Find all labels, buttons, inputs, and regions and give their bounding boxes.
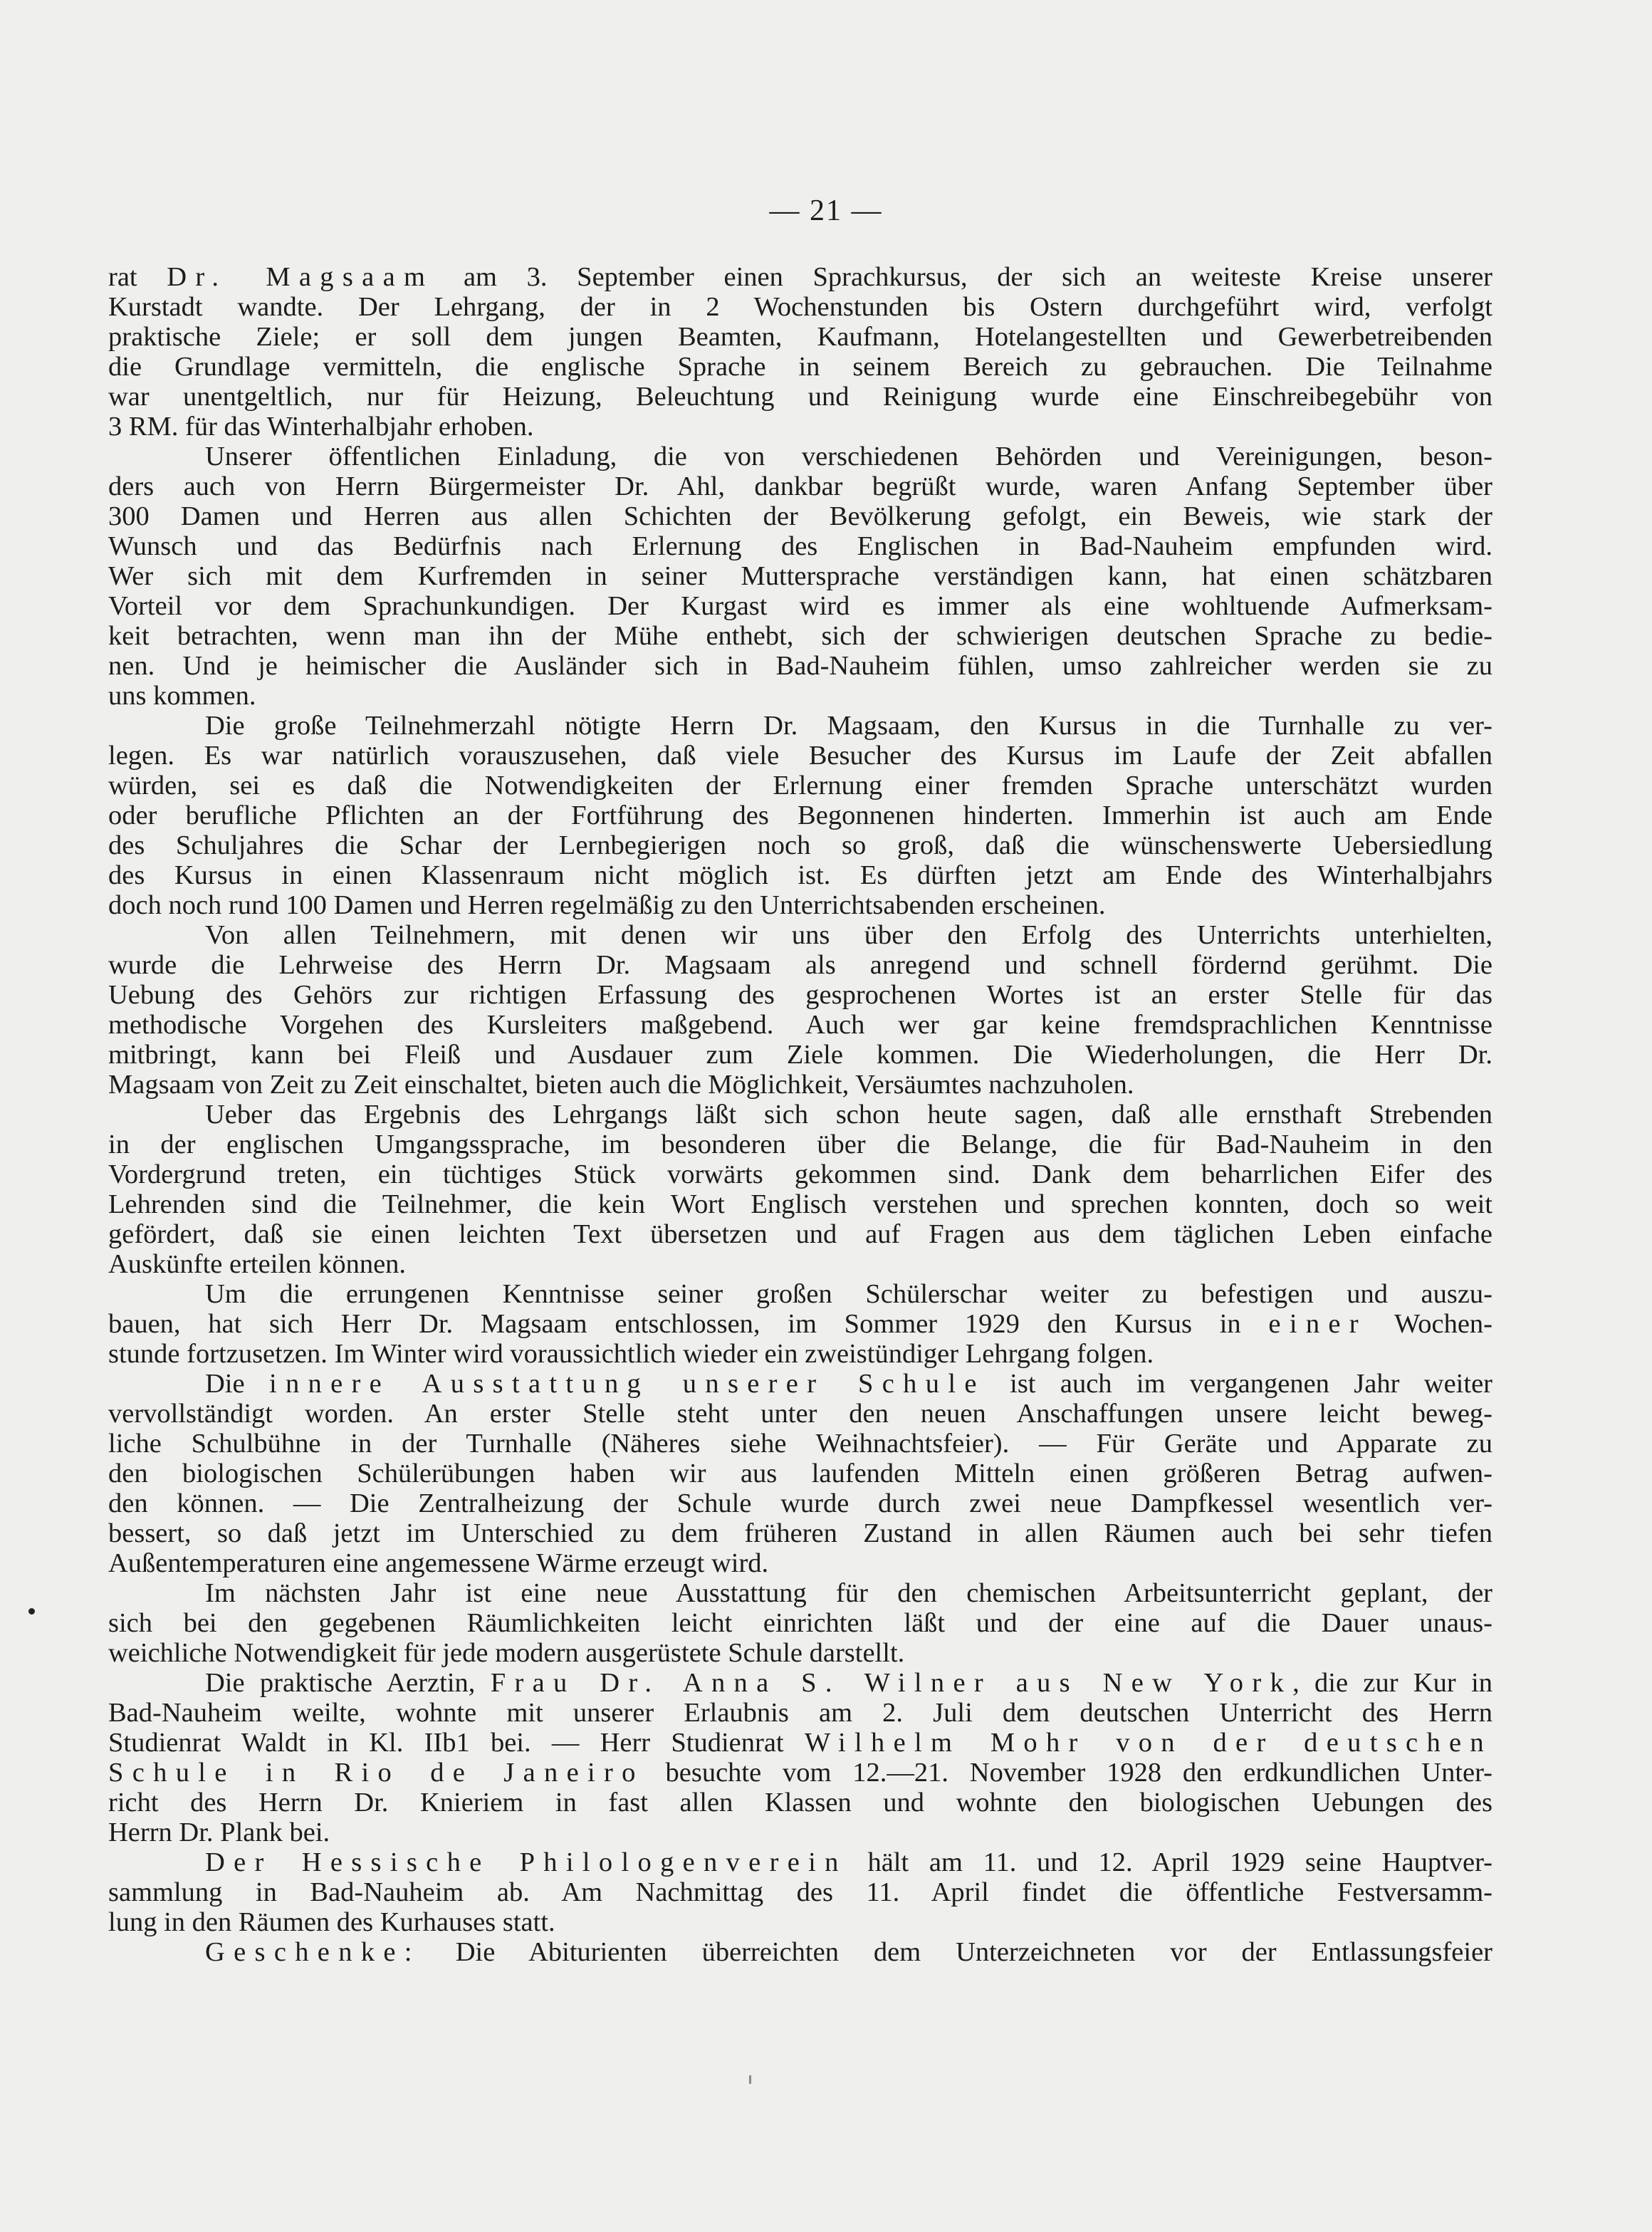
text-line bbox=[108, 1847, 1492, 1877]
text-run: Von allen Teilnehmern, mit denen wir uns über den Erfolg des Unterrichts unterhielten, bbox=[205, 920, 1492, 950]
text-run: 300 Damen und Herren aus allen Schichten der Bevölkerung gefolgt, ein Beweis, wie stark der bbox=[108, 501, 1492, 531]
text-line bbox=[108, 1758, 1492, 1788]
text-run: die Grundlage vermitteln, die englische Sprache in seinem Bereich zu gebrauchen. Die Teilnahme bbox=[108, 352, 1492, 382]
text-run: sammlung in Bad-Nauheim ab. Am Nachmittag des 11. April findet die öffentliche Festversamm- bbox=[108, 1877, 1492, 1907]
text-run: Wunsch und das Bedürfnis nach Erlernung des Englischen in Bad-Nauheim empfunden wird. bbox=[108, 531, 1492, 561]
spaced-emphasis: innere Ausstattung unserer Schule bbox=[268, 1369, 986, 1399]
text-line bbox=[108, 501, 1492, 531]
text-line bbox=[108, 1488, 1492, 1518]
text-line bbox=[108, 681, 1492, 711]
text-run: lung in den Räumen des Kurhauses statt. bbox=[108, 1907, 555, 1937]
spaced-emphasis: Schule in Rio de Janeiro bbox=[108, 1758, 644, 1788]
text-line bbox=[108, 1429, 1492, 1459]
text-line bbox=[108, 1698, 1492, 1728]
text-line bbox=[108, 1608, 1492, 1638]
text-line bbox=[108, 1279, 1492, 1309]
text-run: in der englischen Umgangssprache, im besonderen über die Belange, die für Bad-Nauheim in den bbox=[108, 1130, 1492, 1159]
text-line bbox=[108, 1189, 1492, 1219]
text-run: weichliche Notwendigkeit für jede modern ausgerüstete Schule darstellt. bbox=[108, 1638, 905, 1668]
text-run: doch noch rund 100 Damen und Herren regelmäßig zu den Unterrichtsabenden erscheinen. bbox=[108, 890, 1106, 920]
text-run: Die bbox=[205, 1369, 269, 1399]
text-run: würden, sei es daß die Notwendigkeiten der Erlernung einer fremden Sprache unterschätzt wurden bbox=[108, 771, 1492, 801]
text-run: des Kursus in einen Klassenraum nicht möglich ist. Es dürften jetzt am Ende des Winterhalbjahrs bbox=[108, 860, 1492, 890]
text-run: vervollständigt worden. An erster Stelle steht unter den neuen Anschaffungen unsere leicht beweg- bbox=[108, 1399, 1492, 1429]
text-line bbox=[108, 651, 1492, 681]
text-run: methodische Vorgehen des Kursleiters maßgebend. Auch wer gar keine fremdsprachlichen Kenntnisse bbox=[108, 1010, 1492, 1040]
text-line bbox=[108, 890, 1492, 920]
text-line bbox=[108, 1159, 1492, 1189]
text-run: war unentgeltlich, nur für Heizung, Beleuchtung und Reinigung wurde eine Einschreibegebühr von bbox=[108, 382, 1492, 412]
text-run: legen. Es war natürlich vorauszusehen, daß viele Besucher des Kursus im Laufe der Zeit abfallen bbox=[108, 741, 1492, 771]
text-run: mitbringt, kann bei Fleiß und Ausdauer zum Ziele kommen. Die Wiederholungen, die Herr Dr. bbox=[108, 1040, 1492, 1070]
text-line bbox=[108, 561, 1492, 591]
text-run: ders auch von Herrn Bürgermeister Dr. Ahl, dankbar begrüßt wurde, waren Anfang September über bbox=[108, 471, 1492, 501]
text-line bbox=[108, 412, 1492, 442]
text-run: Die Abiturienten überreichten dem Unterzeichneten vor der Entlassungsfeier bbox=[420, 1937, 1492, 1967]
text-line bbox=[108, 531, 1492, 561]
text-run: keit betrachten, wenn man ihn der Mühe enthebt, sich der schwierigen deutschen Sprache zu bedie- bbox=[108, 621, 1492, 651]
text-line bbox=[108, 322, 1492, 352]
body-text bbox=[108, 262, 1492, 1967]
spaced-emphasis: Wilhelm Mohr von der deutschen bbox=[804, 1728, 1492, 1758]
text-run: bauen, hat sich Herr Dr. Magsaam entschlossen, im Sommer 1929 den Kursus in bbox=[108, 1309, 1269, 1339]
text-run: 3 RM. für das Winterhalbjahr erhoben. bbox=[108, 412, 534, 442]
text-run: Wer sich mit dem Kurfremden in seiner Muttersprache verständigen kann, hat einen schätzbaren bbox=[108, 561, 1492, 591]
text-line bbox=[108, 262, 1492, 292]
text-line bbox=[108, 352, 1492, 382]
text-line bbox=[108, 1578, 1492, 1608]
text-line bbox=[108, 1010, 1492, 1040]
text-run: hält am 11. und 12. April 1929 seine Hauptver- bbox=[847, 1847, 1492, 1877]
text-line bbox=[108, 711, 1492, 741]
text-run: Lehrenden sind die Teilnehmer, die kein Wort Englisch verstehen und sprechen konnten, doch so weit bbox=[108, 1189, 1492, 1219]
scan-speck bbox=[749, 2075, 751, 2084]
text-run: am 3. September einen Sprachkursus, der sich an weiteste Kreise unserer bbox=[434, 262, 1493, 292]
text-line bbox=[108, 1518, 1492, 1548]
text-run: sich bei den gegebenen Räumlichkeiten leicht einrichten läßt und der eine auf die Dauer unaus- bbox=[108, 1608, 1492, 1638]
text-run: bessert, so daß jetzt im Unterschied zu dem früheren Zustand in allen Räumen auch bei sehr tiefen bbox=[108, 1518, 1492, 1548]
text-run: Bad-Nauheim weilte, wohnte mit unserer Erlaubnis am 2. Juli dem deutschen Unterricht des Herrn bbox=[108, 1698, 1492, 1728]
text-run: Um die errungenen Kenntnisse seiner großen Schülerschar weiter zu befestigen und auszu- bbox=[205, 1279, 1492, 1309]
text-line bbox=[108, 1249, 1492, 1279]
text-run: rat bbox=[108, 262, 167, 292]
text-run: Wochen- bbox=[1366, 1309, 1492, 1339]
text-run: den können. — Die Zentralheizung der Schule wurde durch zwei neue Dampfkessel wesentlich ver- bbox=[108, 1488, 1492, 1518]
text-line bbox=[108, 442, 1492, 471]
text-line bbox=[108, 1040, 1492, 1070]
text-line bbox=[108, 860, 1492, 890]
text-run: den biologischen Schülerübungen haben wir aus laufenden Mitteln einen größeren Betrag aufwen- bbox=[108, 1459, 1492, 1488]
text-run: Vordergrund treten, ein tüchtiges Stück vorwärts gekommen sind. Dank dem beharrlichen Eifer des bbox=[108, 1159, 1492, 1189]
text-line bbox=[108, 771, 1492, 801]
spaced-emphasis: einer bbox=[1268, 1309, 1367, 1339]
text-line bbox=[108, 1339, 1492, 1369]
text-line bbox=[108, 801, 1492, 830]
text-line bbox=[108, 1459, 1492, 1488]
text-line bbox=[108, 1907, 1492, 1937]
page-number: — 21 — bbox=[769, 194, 883, 227]
text-line bbox=[108, 1100, 1492, 1130]
text-run: nen. Und je heimischer die Ausländer sich in Bad-Nauheim fühlen, umso zahlreicher werden sie zu bbox=[108, 651, 1492, 681]
text-run: Kurstadt wandte. Der Lehrgang, der in 2 Wochenstunden bis Ostern durchgeführt wird, verfolgt bbox=[108, 292, 1492, 322]
text-line bbox=[108, 1070, 1492, 1100]
text-line bbox=[108, 1548, 1492, 1578]
text-run: stunde fortzusetzen. Im Winter wird voraussichtlich wieder ein zweistündiger Lehrgang folgen. bbox=[108, 1339, 1154, 1369]
text-line bbox=[108, 741, 1492, 771]
text-run: Herrn Dr. Plank bei. bbox=[108, 1818, 330, 1847]
text-run: uns kommen. bbox=[108, 681, 256, 711]
spaced-emphasis: Frau Dr. Anna S. Wilner aus New York bbox=[490, 1668, 1293, 1698]
text-run: Unserer öffentlichen Einladung, die von verschiedenen Behörden und Vereinigungen, beson- bbox=[205, 442, 1492, 471]
text-line bbox=[108, 1399, 1492, 1429]
text-run: oder berufliche Pflichten an der Fortführung des Begonnenen hinderten. Immerhin ist auch am Ende bbox=[108, 801, 1492, 830]
text-line bbox=[108, 920, 1492, 950]
text-line bbox=[108, 1818, 1492, 1847]
text-line bbox=[108, 471, 1492, 501]
text-line bbox=[108, 1788, 1492, 1818]
text-line bbox=[108, 382, 1492, 412]
text-run: richt des Herrn Dr. Knieriem in fast allen Klassen und wohnte den biologischen Uebungen des bbox=[108, 1788, 1492, 1818]
text-run: Außentemperaturen eine angemessene Wärme erzeugt wird. bbox=[108, 1548, 769, 1578]
text-line bbox=[108, 1130, 1492, 1159]
text-run: Ueber das Ergebnis des Lehrgangs läßt sich schon heute sagen, daß alle ernsthaft Strebenden bbox=[205, 1100, 1492, 1130]
text-line bbox=[108, 1877, 1492, 1907]
margin-dot bbox=[28, 1608, 35, 1615]
text-run: Auskünfte erteilen können. bbox=[108, 1249, 407, 1279]
text-run: Studienrat Waldt in Kl. IIb1 bei. — Herr Studienrat bbox=[108, 1728, 805, 1758]
text-line bbox=[108, 292, 1492, 322]
text-run: Die große Teilnehmerzahl nötigte Herrn Dr. Magsaam, den Kursus in die Turnhalle zu ver- bbox=[205, 711, 1492, 741]
text-line bbox=[108, 621, 1492, 651]
spaced-emphasis: Geschenke: bbox=[205, 1937, 421, 1967]
text-run: Magsaam von Zeit zu Zeit einschaltet, bieten auch die Möglichkeit, Versäumtes nachzuholen. bbox=[108, 1070, 1134, 1100]
text-line bbox=[108, 950, 1492, 980]
text-line bbox=[108, 830, 1492, 860]
text-run: Die praktische Aerztin, bbox=[205, 1668, 491, 1698]
text-line bbox=[108, 1309, 1492, 1339]
text-line bbox=[108, 1937, 1492, 1967]
text-run: des Schuljahres die Schar der Lernbegierigen noch so groß, daß die wünschenswerte Uebersiedlung bbox=[108, 830, 1492, 860]
text-line bbox=[108, 1638, 1492, 1668]
spaced-emphasis: Dr. Magsaam bbox=[167, 262, 434, 292]
text-run: besuchte vom 12.—21. November 1928 den erdkundlichen Unter- bbox=[644, 1758, 1492, 1788]
text-run: Im nächsten Jahr ist eine neue Ausstattung für den chemischen Arbeitsunterricht geplant, der bbox=[205, 1578, 1492, 1608]
text-run: Vorteil vor dem Sprachunkundigen. Der Kurgast wird es immer als eine wohltuende Aufmerksam- bbox=[108, 591, 1492, 621]
text-line bbox=[108, 1668, 1492, 1698]
text-run: praktische Ziele; er soll dem jungen Beamten, Kaufmann, Hotelangestellten und Gewerbetreibenden bbox=[108, 322, 1492, 352]
text-run: ist auch im vergangenen Jahr weiter bbox=[985, 1369, 1492, 1399]
text-line bbox=[108, 591, 1492, 621]
text-run: liche Schulbühne in der Turnhalle (Näheres siehe Weihnachtsfeier). — Für Geräte und Apparate zu bbox=[108, 1429, 1492, 1459]
text-line bbox=[108, 1728, 1492, 1758]
text-line bbox=[108, 980, 1492, 1010]
text-run: gefördert, daß sie einen leichten Text übersetzen und auf Fragen aus dem täglichen Leben einfache bbox=[108, 1219, 1492, 1249]
text-run: , die zur Kur in bbox=[1292, 1668, 1493, 1698]
text-line bbox=[108, 1219, 1492, 1249]
text-run: wurde die Lehrweise des Herrn Dr. Magsaam als anregend und schnell fördernd gerühmt. Die bbox=[108, 950, 1492, 980]
spaced-emphasis: Der Hessische Philologenverein bbox=[205, 1847, 847, 1877]
text-line bbox=[108, 1369, 1492, 1399]
text-run: Uebung des Gehörs zur richtigen Erfassung des gesprochenen Wortes ist an erster Stelle für das bbox=[108, 980, 1492, 1010]
